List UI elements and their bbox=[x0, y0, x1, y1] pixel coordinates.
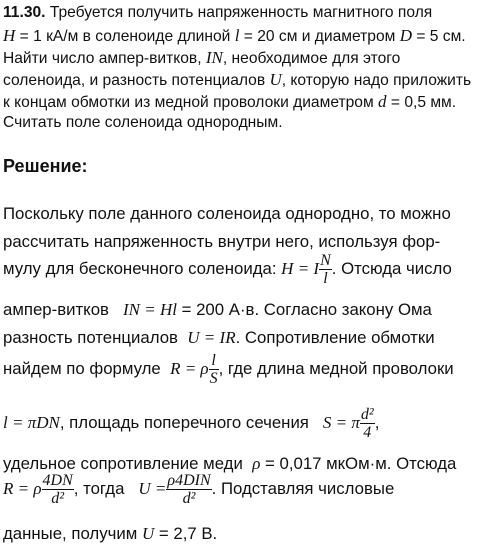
problem-line-2 bbox=[3, 26, 466, 46]
fraction-numerator: N bbox=[320, 252, 331, 269]
solution-text: . Отсюда число bbox=[331, 258, 452, 278]
solution-line-8 bbox=[3, 454, 456, 474]
problem-text: = 20 см и диаметром bbox=[243, 28, 396, 45]
formula-IN: IN = Hl bbox=[122, 300, 177, 319]
problem-line-3 bbox=[3, 48, 400, 68]
problem-text: к концам обмотки из медной проволоки диаметром bbox=[3, 94, 374, 111]
formula-rho: ρ bbox=[252, 454, 261, 473]
problem-text: = 5 см. bbox=[416, 28, 466, 45]
solution-text: = 2,7 В. bbox=[158, 524, 218, 543]
fraction-rho4DIN-over-d2 bbox=[166, 472, 211, 507]
solution-text: . Сопротивление обмотки bbox=[235, 328, 435, 347]
problem-text: соленоида, и разность потенциалов bbox=[3, 72, 266, 89]
problem-line-6 bbox=[3, 114, 283, 132]
fraction-denominator: d² bbox=[182, 490, 196, 507]
fraction-numerator: ρ4DIN bbox=[167, 472, 211, 489]
var-d: d bbox=[378, 92, 387, 111]
problem-line-1 bbox=[3, 4, 432, 22]
solution-text: данные, получим bbox=[3, 524, 138, 543]
fraction-l-over-S bbox=[209, 352, 219, 387]
solution-text: , где длина медной проволоки bbox=[218, 358, 454, 378]
formula-U: U = bbox=[138, 478, 167, 498]
problem-text: Найти число ампер-витков, bbox=[3, 50, 202, 67]
solution-text: = 200 А·в. Согласно закону Ома bbox=[181, 300, 432, 319]
problem-line-5 bbox=[3, 92, 456, 112]
fraction-denominator: d² bbox=[51, 490, 65, 507]
problem-line-4 bbox=[3, 70, 471, 90]
solution-text: . Подставляя числовые bbox=[211, 478, 395, 498]
problem-text: Считать поле соленоида однородным. bbox=[3, 114, 283, 131]
solution-line-2: рассчитать напряженность внутри него, используя фор- bbox=[3, 232, 441, 251]
solution-text: разность потенциалов bbox=[3, 328, 178, 347]
fraction-numerator: l bbox=[209, 352, 219, 370]
solution-line-6 bbox=[3, 352, 454, 387]
fraction-denominator: S bbox=[209, 370, 218, 387]
var-D: D bbox=[399, 26, 412, 45]
fraction-numerator: 4DN bbox=[42, 472, 73, 489]
solution-line-1: Поскольку поле данного соленоида однородно, то можно bbox=[3, 204, 451, 223]
solution-text: ампер-витков bbox=[3, 300, 109, 319]
solution-text: , площадь поперечного сечения bbox=[59, 412, 309, 432]
formula-H: H = I bbox=[281, 258, 320, 278]
fraction-N-over-l bbox=[319, 252, 332, 287]
formula-l: l = πDN bbox=[3, 412, 60, 432]
solution-text: , bbox=[374, 412, 380, 432]
formula-R: R = ρ bbox=[3, 478, 42, 498]
fraction-denominator: 4 bbox=[363, 424, 372, 441]
var-U: U bbox=[269, 70, 282, 89]
fraction-denominator: l bbox=[323, 270, 328, 287]
var-H: H bbox=[3, 26, 16, 45]
solution-line-3 bbox=[3, 252, 452, 287]
var-IN: IN bbox=[205, 48, 223, 67]
fraction-d2-over-4 bbox=[360, 406, 375, 441]
formula-U: U = IR bbox=[187, 328, 236, 347]
formula-S: S = π bbox=[322, 412, 360, 432]
solution-heading: Решение: bbox=[3, 156, 88, 176]
solution-text: , тогда bbox=[73, 478, 125, 498]
solution-line-10 bbox=[3, 524, 217, 544]
problem-text: = 0,5 мм. bbox=[390, 94, 457, 111]
fraction-4DN-over-d2 bbox=[42, 472, 74, 507]
formula-R: R = ρ bbox=[170, 358, 209, 378]
solution-text: мулу для бесконечного соленоида: bbox=[3, 258, 277, 278]
solution-text: найдем по формуле bbox=[3, 358, 161, 378]
solution-line-5 bbox=[3, 328, 435, 348]
formula-U: U bbox=[141, 524, 155, 543]
problem-text: Требуется получить напряженность магнитного поля bbox=[49, 4, 433, 21]
solution-line-9 bbox=[3, 472, 394, 507]
problem-text: = 1 кА/м в соленоиде длиной bbox=[19, 28, 231, 45]
problem-text: , необходимое для этого bbox=[222, 50, 401, 67]
problem-text: , которую надо приложить bbox=[281, 72, 472, 89]
var-l: l bbox=[234, 26, 240, 45]
fraction-numerator: d² bbox=[360, 406, 374, 423]
solution-text: удельное сопротивление меди bbox=[3, 454, 243, 473]
solution-line-7 bbox=[3, 406, 379, 441]
problem-number: 11.30. bbox=[3, 4, 46, 21]
solution-line-4 bbox=[3, 300, 432, 320]
solution-text: = 0,017 мкОм·м. Отсюда bbox=[265, 454, 457, 473]
